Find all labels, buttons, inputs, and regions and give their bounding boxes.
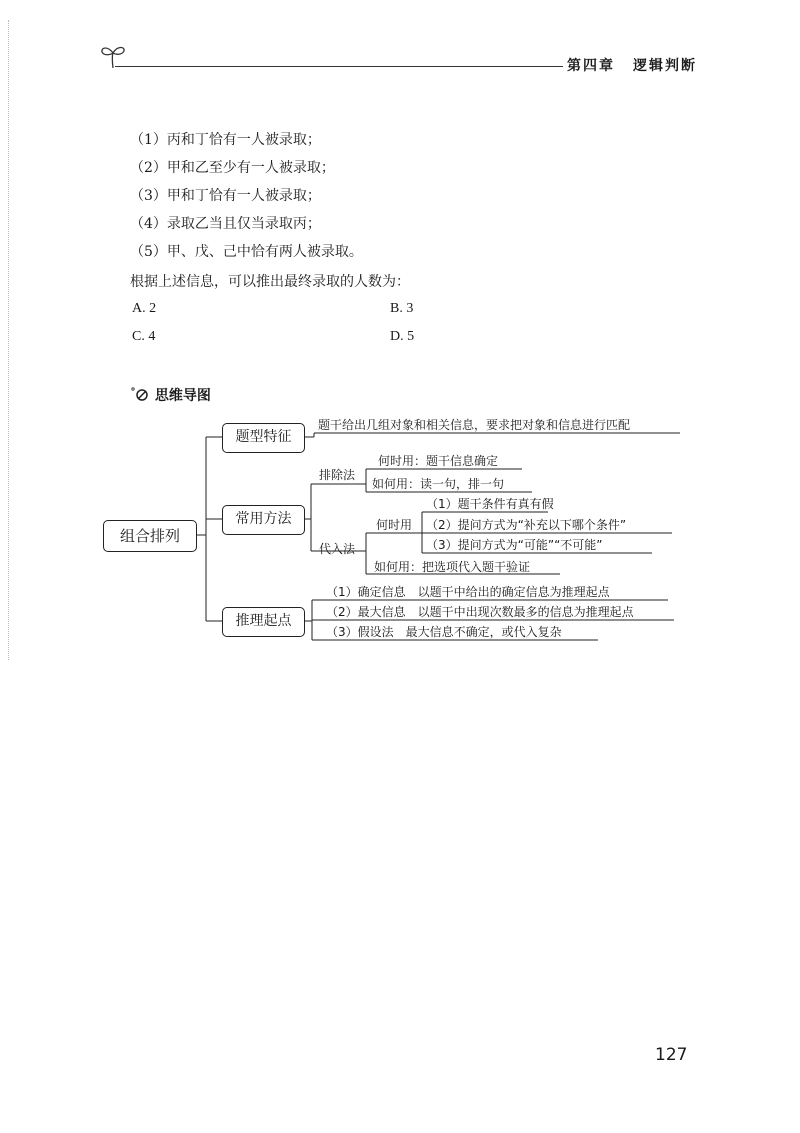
mindmap-title: 思维导图: [154, 388, 211, 404]
exclusion-how: 如何用：读一句，排一句: [372, 477, 505, 491]
condition-5: （5）甲、戊、己中恰有两人被录取。: [130, 244, 363, 260]
option-d: D. 5: [390, 329, 415, 344]
option-b: B. 3: [390, 301, 414, 316]
condition-4: （4）录取乙当且仅当录取丙；: [130, 216, 321, 232]
substitution-how: 如何用：把选项代入题干验证: [374, 560, 531, 574]
exclusion-label: 排除法: [319, 468, 356, 482]
substitution-when-item-1: （1）题干条件有真有假: [426, 497, 554, 511]
starting-point-item-3: （3）假设法 最大信息不确定，或代入复杂: [326, 625, 562, 639]
chapter-label: 第四章: [567, 58, 615, 74]
option-a: A. 2: [132, 301, 157, 316]
mindmap-root: 组合排列: [103, 520, 197, 552]
option-c: C. 4: [132, 329, 156, 344]
node-feature: 题型特征: [222, 423, 305, 453]
substitution-label: 代入法: [319, 542, 356, 556]
condition-1: （1）丙和丁恰有一人被录取；: [130, 132, 321, 148]
exclusion-when: 何时用：题干信息确定: [378, 454, 499, 468]
node-starting-point: 推理起点: [222, 607, 305, 637]
question-text: 根据上述信息，可以推出最终录取的人数为：: [130, 274, 410, 290]
starting-point-item-2: （2）最大信息 以题干中出现次数最多的信息为推理起点: [326, 605, 634, 619]
condition-3: （3）甲和丁恰有一人被录取；: [130, 188, 321, 204]
substitution-when-item-2: （2）提问方式为“补充以下哪个条件”: [426, 518, 627, 532]
condition-2: （2）甲和乙至少有一人被录取；: [130, 160, 335, 176]
starting-point-item-1: （1）确定信息 以题干中给出的确定信息为推理起点: [326, 585, 610, 599]
section-label: 逻辑判断: [633, 58, 697, 74]
feature-description: 题干给出几组对象和相关信息，要求把对象和信息进行匹配: [318, 418, 631, 432]
node-methods: 常用方法: [222, 505, 305, 535]
substitution-when-item-3: （3）提问方式为“可能”“不可能”: [426, 538, 603, 552]
substitution-when-label: 何时用: [376, 518, 413, 532]
page-number: 127: [655, 1045, 688, 1065]
